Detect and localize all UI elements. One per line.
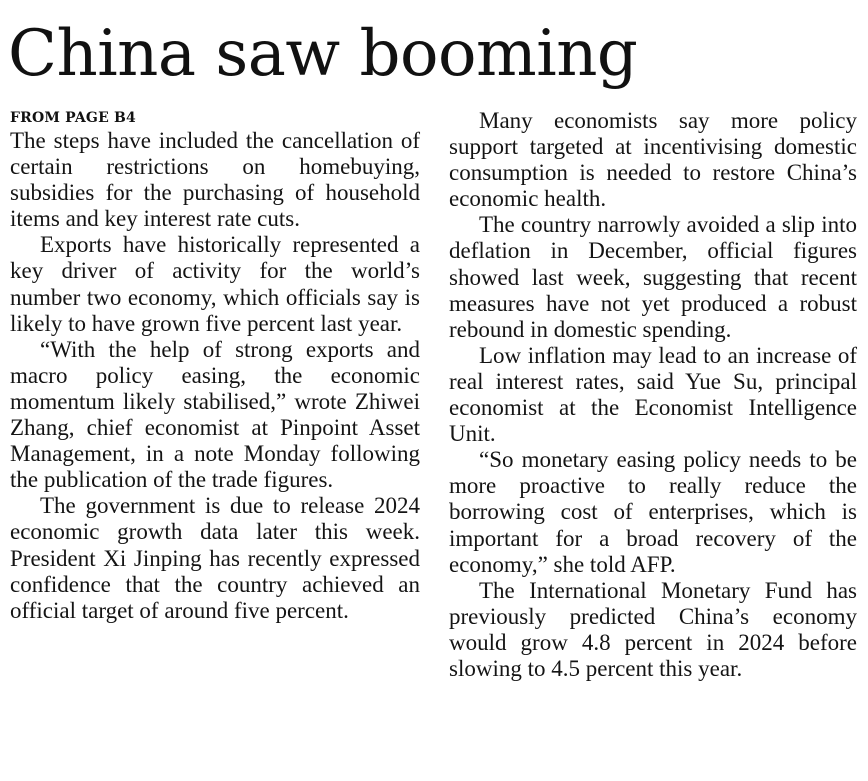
paragraph-right-2: The country narrowly avoided a slip into deflation in December, official figures showed last week, suggesting that recent measures have not yet produced a robust rebound in domestic spending. <box>449 212 857 342</box>
headline: China saw booming <box>8 17 638 91</box>
paragraph-left-2: Exports have historically represented a key driver of activity for the world’s number two economy, which officials say is likely to have grown five percent last year. <box>10 232 420 336</box>
article-column-right <box>449 108 857 682</box>
paragraph-left-3: “With the help of strong exports and macro policy easing, the economic momentum likely stabilised,” wrote Zhiwei Zhang, chief economist at Pinpoint Asset Management, in a note Monday following the publication of the trade figures. <box>10 336 420 493</box>
article-column-left <box>10 108 420 624</box>
paragraph-left-1: The steps have included the cancellation of certain restrictions on homebuying, subsidies for the purchasing of household items and key interest rate cuts. <box>10 128 420 232</box>
paragraph-right-3: Low inflation may lead to an increase of real interest rates, said Yue Su, principal economist at the Economist Intelligence Unit. <box>449 342 857 447</box>
paragraph-right-1: Many economists say more policy support targeted at incentivising domestic consumption is needed to restore China’s economic health. <box>449 108 857 212</box>
continuation-kicker: FROM PAGE B4 <box>10 110 136 126</box>
paragraph-right-5: The International Monetary Fund has previously predicted China’s economy would grow 4.8 percent in 2024 before slowing to 4.5 percent this year. <box>449 577 857 681</box>
paragraph-right-4: “So monetary easing policy needs to be more proactive to really reduce the borrowing cost of enterprises, which is important for a broad recovery of the economy,” she told AFP. <box>449 447 857 577</box>
paragraph-left-4: The government is due to release 2024 economic growth data later this week. President Xi Jinping has recently expressed confidence that the country achieved an official target of around five percent. <box>10 493 420 623</box>
